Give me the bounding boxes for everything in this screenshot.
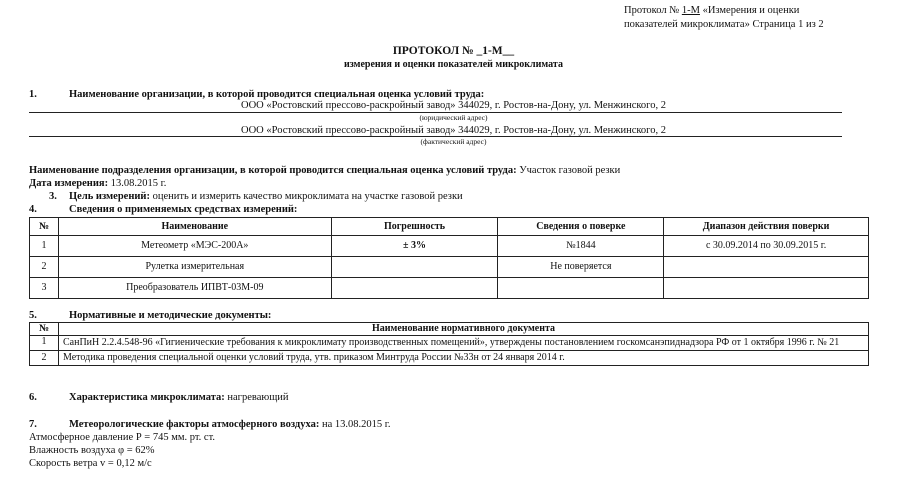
- section-6-number: 6.: [29, 392, 37, 403]
- table-cell: СанПиН 2.2.4.548-96 «Гигиенические требования к микроклимату производственных помещений», утверждены постановлением госкомсанэпиднадзора РФ от 1 октября 1996 г. № 21: [58, 336, 868, 351]
- section-1-number: 1.: [29, 89, 37, 100]
- section-3-row: [69, 191, 463, 203]
- table-cell: ± 3%: [331, 236, 498, 257]
- col-accuracy: Погрешность: [331, 218, 498, 236]
- table-row: [30, 257, 869, 278]
- table-cell: [498, 278, 664, 299]
- table-row: [30, 236, 869, 257]
- instruments-header-row: [30, 218, 869, 236]
- section-5-heading: Нормативные и методические документы:: [69, 310, 272, 321]
- section-7-label: Метеорологические факторы атмосферного воздуха:: [69, 419, 320, 430]
- air-humidity: Влажность воздуха φ = 62%: [29, 445, 155, 456]
- document-subtitle: измерения и оценки показателей микроклимата: [344, 59, 563, 70]
- table-cell: Не поверяется: [498, 257, 664, 278]
- col-number: №: [30, 218, 59, 236]
- table-row: [30, 278, 869, 299]
- table-cell: 2: [30, 257, 59, 278]
- table-cell: №1844: [498, 236, 664, 257]
- table-cell: 1: [30, 236, 59, 257]
- date-label: Дата измерения:: [29, 178, 109, 189]
- header-line-2: показателей микроклимата» Страница 1 из 2: [624, 19, 824, 30]
- section-3-number: 3.: [49, 191, 57, 202]
- section-6-value: нагревающий: [224, 392, 289, 403]
- page-header: [624, 4, 894, 32]
- table-cell: Метеометр «МЭС-200А»: [58, 236, 331, 257]
- header-suffix: «Измерения и оценки: [699, 5, 800, 16]
- header-prefix: Протокол №: [624, 5, 682, 16]
- col-verification: Сведения о поверке: [498, 218, 664, 236]
- doc-col-number: №: [30, 323, 59, 336]
- header-line-1: [624, 4, 894, 18]
- subdivision-label: Наименование подразделения организации, в которой проводится специальная оценка условий труда:: [29, 165, 517, 176]
- section-3-value: оценить и измерить качество микроклимата на участке газовой резки: [149, 191, 463, 202]
- legal-address-caption: (юридический адрес): [419, 113, 488, 122]
- table-cell: 1: [30, 336, 59, 351]
- protocol-number: 1-М: [681, 5, 700, 16]
- table-cell: 2: [30, 351, 59, 366]
- col-name: Наименование: [58, 218, 331, 236]
- date-value: 13.08.2015 г.: [108, 178, 167, 189]
- instruments-table: [29, 217, 869, 299]
- document-title: ПРОТОКОЛ № _1-М__: [392, 45, 515, 57]
- section-1-heading: Наименование организации, в которой проводится специальная оценка условий труда:: [69, 89, 485, 100]
- table-cell: Методика проведения специальной оценки условий труда, утв. приказом Минтруда России №33н от 24 января 2014 г.: [58, 351, 868, 366]
- subdivision-value: Участок газовой резки: [516, 165, 621, 176]
- table-row: [30, 351, 869, 366]
- actual-address-caption: (фактический адрес): [420, 137, 487, 146]
- table-cell: Рулетка измерительная: [58, 257, 331, 278]
- table-cell: [331, 257, 498, 278]
- table-cell: [664, 278, 869, 299]
- actual-address: ООО «Ростовский прессово-раскройный завод» 344029, г. Ростов-на-Дону, ул. Менжинского, 2: [241, 125, 666, 136]
- doc-col-name: Наименование нормативного документа: [58, 323, 868, 336]
- section-7-value: на 13.08.2015 г.: [319, 419, 391, 430]
- table-row: [30, 336, 869, 351]
- section-6-row: [69, 392, 289, 404]
- table-cell: Преобразователь ИПВТ-03М-09: [58, 278, 331, 299]
- table-cell: [331, 278, 498, 299]
- table-cell: с 30.09.2014 по 30.09.2015 г.: [664, 236, 869, 257]
- documents-table: [29, 322, 869, 366]
- table-cell: [664, 257, 869, 278]
- section-6-label: Характеристика микроклимата:: [69, 392, 225, 403]
- atmospheric-pressure: Атмосферное давление Р = 745 мм. рт. ст.: [29, 432, 216, 443]
- section-7-number: 7.: [29, 419, 37, 430]
- section-4-number: 4.: [29, 204, 37, 215]
- subdivision-row: [29, 165, 620, 177]
- col-verification-range: Диапазон действия поверки: [664, 218, 869, 236]
- section-7-row: [69, 419, 391, 431]
- date-row: [29, 178, 166, 190]
- section-4-heading: Сведения о применяемых средствах измерений:: [69, 204, 298, 215]
- section-3-label: Цель измерений:: [69, 191, 150, 202]
- legal-address: ООО «Ростовский прессово-раскройный завод» 344029, г. Ростов-на-Дону, ул. Менжинского, 2: [241, 100, 666, 111]
- section-5-number: 5.: [29, 310, 37, 321]
- table-cell: 3: [30, 278, 59, 299]
- wind-speed: Скорость ветра v = 0,12 м/с: [29, 458, 152, 469]
- documents-header-row: [30, 323, 869, 336]
